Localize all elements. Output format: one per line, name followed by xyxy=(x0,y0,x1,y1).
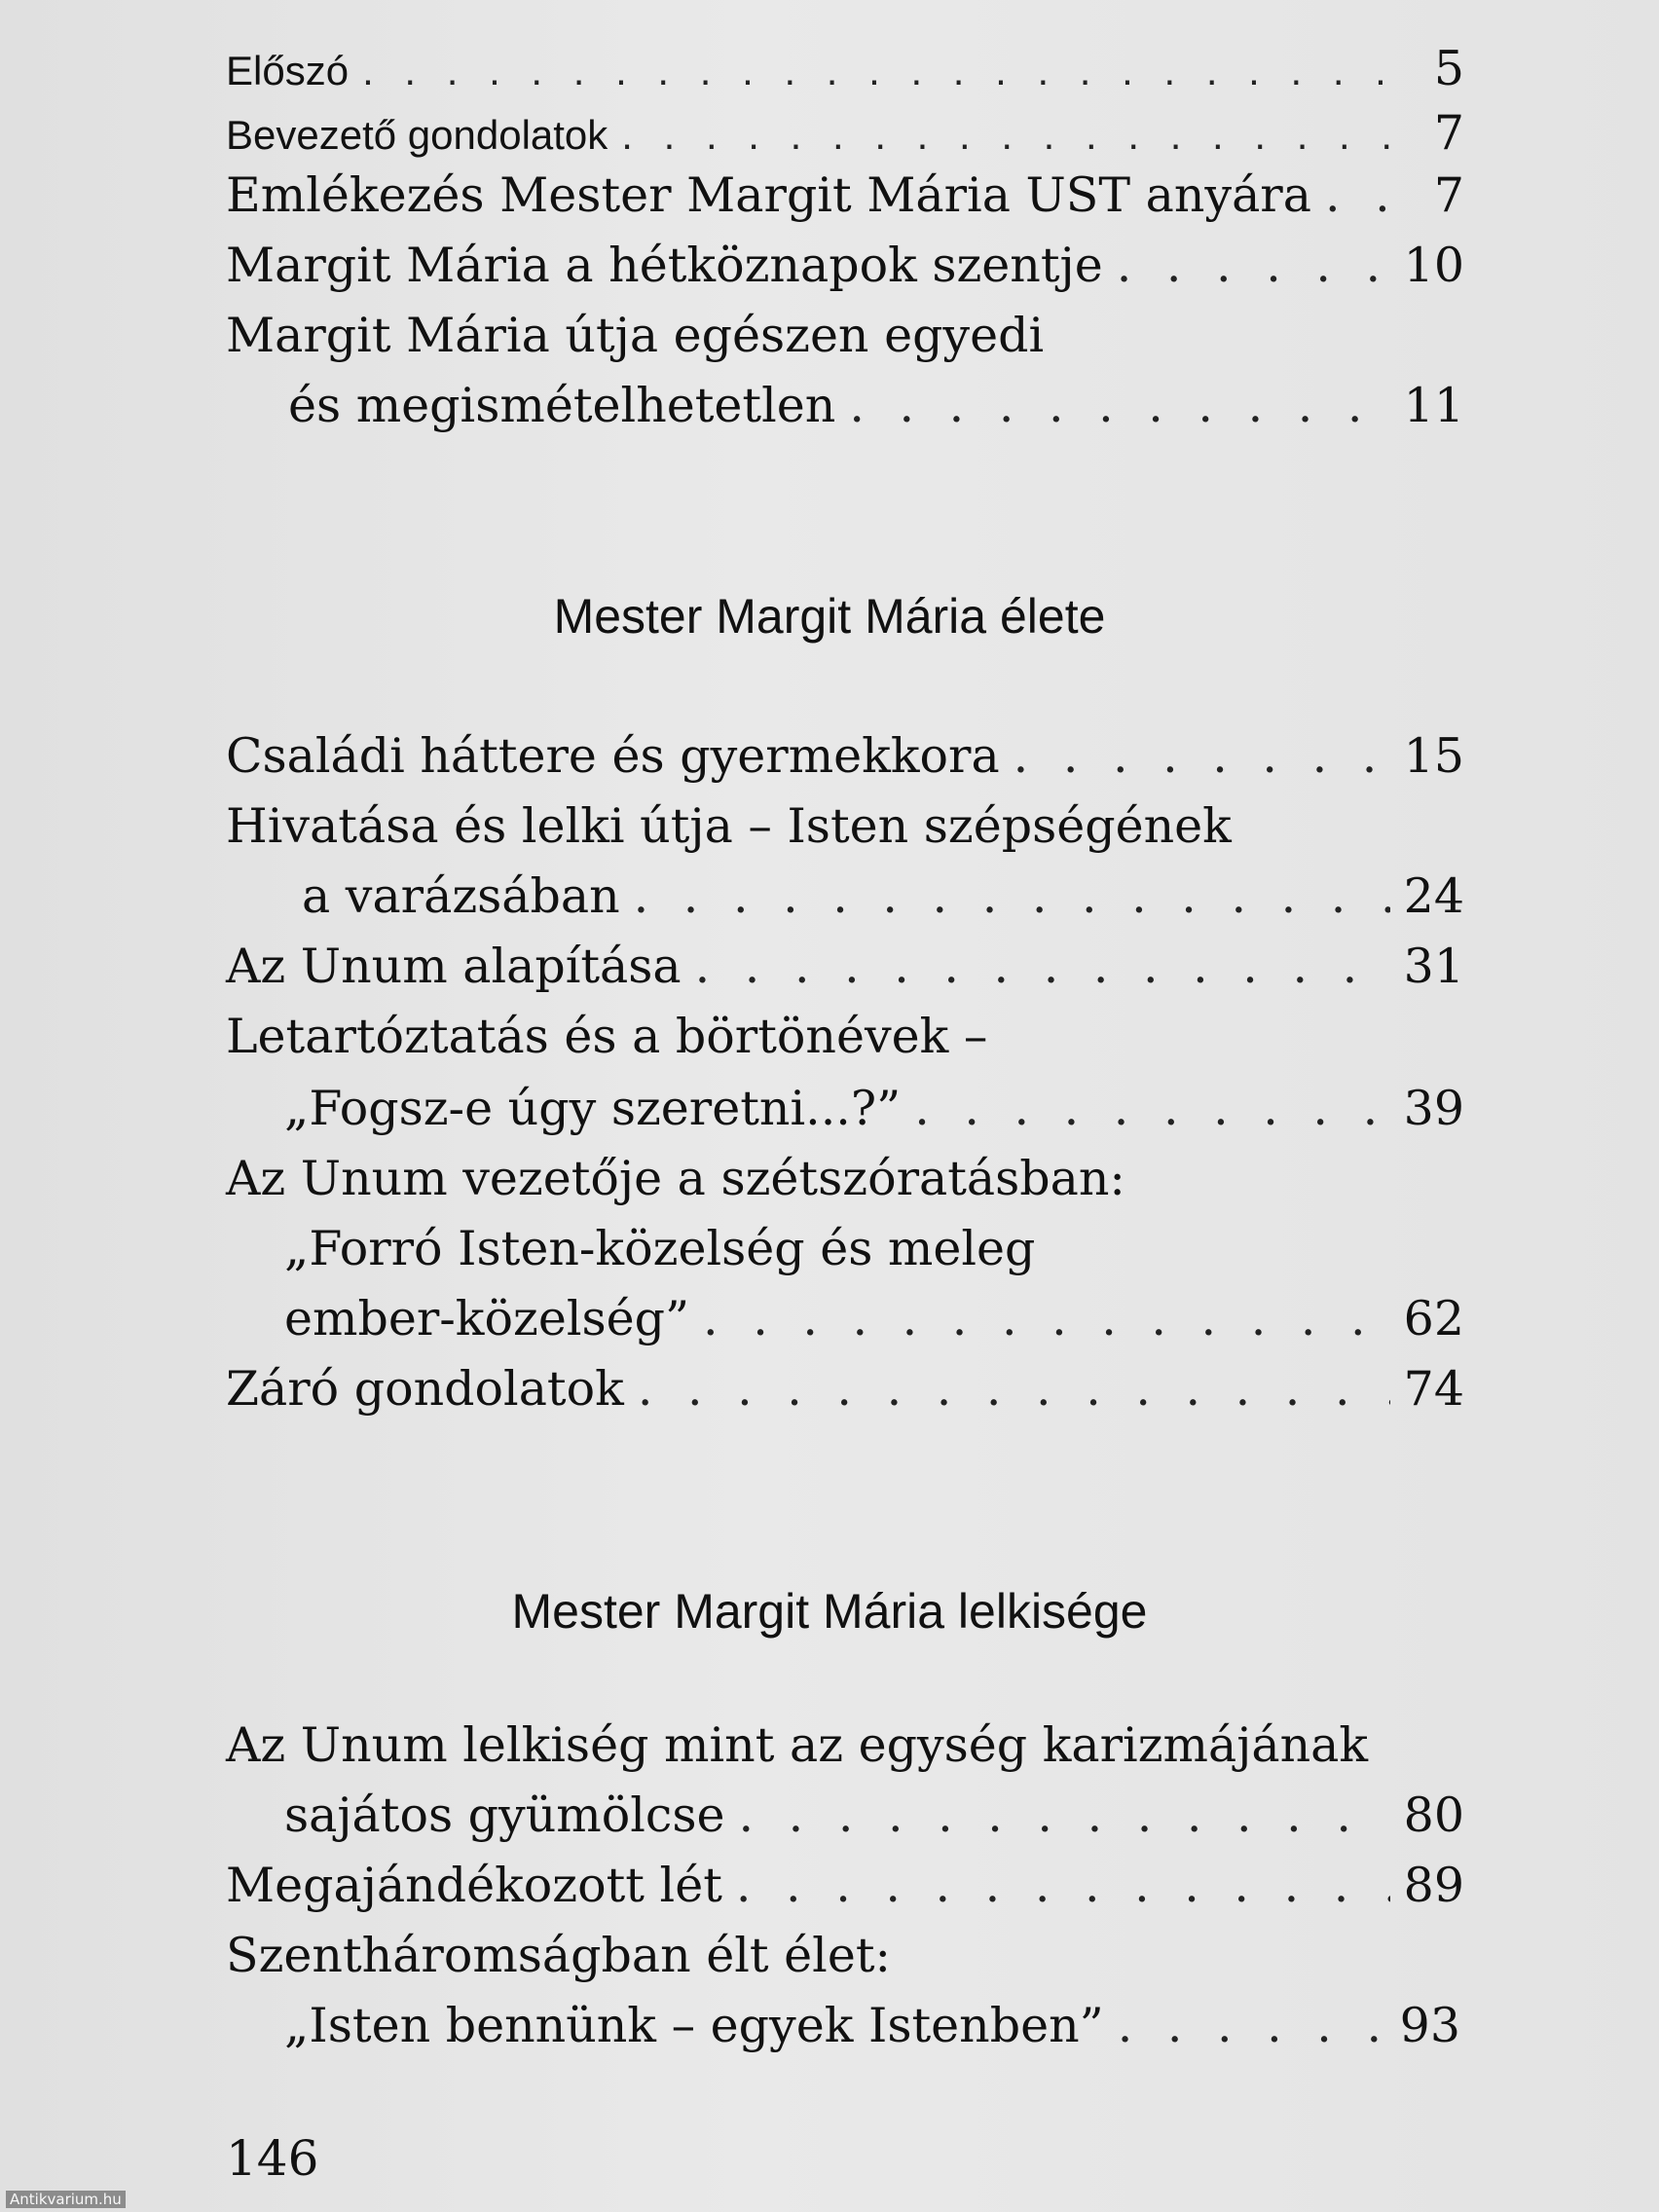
toc-entry-page: 7 xyxy=(1433,167,1464,223)
leader-dots xyxy=(362,48,1392,94)
leader-dots xyxy=(1325,167,1392,223)
toc-entry-page: 93 xyxy=(1399,1998,1460,2053)
toc-entry-line2[interactable] xyxy=(284,1081,1464,1136)
section-heading: Mester Margit Mária lelkisége xyxy=(511,1584,1148,1639)
toc-entry-title: Megajándékozott lét xyxy=(226,1858,722,1913)
toc-entry-page: 15 xyxy=(1403,728,1464,784)
toc-entry-line1[interactable] xyxy=(226,1009,1464,1064)
leader-dots xyxy=(739,1788,1390,1843)
leader-dots xyxy=(849,378,1389,433)
toc-entry-page: 10 xyxy=(1403,238,1464,293)
toc-entry-title: és megismételhetetlen xyxy=(288,378,836,433)
toc-entry-page: 24 xyxy=(1403,868,1464,924)
toc-entry[interactable] xyxy=(226,167,1464,223)
toc-entry-line3[interactable] xyxy=(284,1291,1464,1346)
toc-entry-page: 62 xyxy=(1403,1291,1464,1346)
leader-dots xyxy=(703,1291,1390,1346)
toc-entry-line2[interactable] xyxy=(284,1788,1464,1843)
toc-entry-title: Az Unum lelkiség mint az egység karizmájának xyxy=(226,1717,1369,1773)
toc-entry-title: „Isten bennünk – egyek Istenben” xyxy=(284,1998,1104,2053)
toc-entry-title: ember-közelség” xyxy=(284,1291,690,1346)
section-heading: Mester Margit Mária élete xyxy=(553,589,1106,644)
toc-entry-page: 11 xyxy=(1403,378,1464,433)
leader-dots xyxy=(621,112,1392,159)
toc-entry-title: Szentháromságban élt élet: xyxy=(226,1928,892,1983)
leader-dots xyxy=(638,1361,1390,1417)
toc-entry-page: 5 xyxy=(1433,41,1464,96)
toc-entry-page: 80 xyxy=(1403,1788,1464,1843)
toc-entry-title: Az Unum alapítása xyxy=(226,939,682,994)
toc-entry[interactable] xyxy=(226,1361,1464,1417)
leader-dots xyxy=(1014,728,1390,784)
toc-entry-page: 89 xyxy=(1403,1858,1464,1913)
toc-entry[interactable] xyxy=(226,41,1464,96)
toc-entry-page: 7 xyxy=(1433,105,1464,161)
toc-entry-title: Az Unum vezetője a szétszóratásban: xyxy=(226,1151,1125,1206)
toc-entry-line2 xyxy=(284,1221,1464,1276)
toc-entry-line2[interactable] xyxy=(288,378,1464,433)
leader-dots xyxy=(695,939,1390,994)
toc-entry-line1[interactable] xyxy=(226,1717,1464,1773)
toc-entry-title: „Fogsz-e úgy szeretni...?” xyxy=(284,1081,902,1136)
leader-dots xyxy=(1118,1998,1386,2053)
toc-entry-title: Bevezető gondolatok xyxy=(226,112,608,158)
toc-entry[interactable] xyxy=(226,939,1464,994)
toc-entry-title: Hivatása és lelki útja – Isten szépségének xyxy=(226,798,1232,854)
toc-entry-title: Családi háttere és gyermekkora xyxy=(226,728,1000,784)
toc-entry-line1[interactable] xyxy=(226,308,1464,363)
toc-entry[interactable] xyxy=(226,728,1464,784)
toc-entry-page: 74 xyxy=(1403,1361,1464,1417)
leader-dots xyxy=(736,1858,1390,1913)
toc-entry-page: 31 xyxy=(1403,939,1464,994)
toc-entry-title: Záró gondolatok xyxy=(226,1361,624,1417)
toc-entry-line2[interactable] xyxy=(284,1998,1460,2053)
page-number: 146 xyxy=(226,2130,319,2187)
toc-entry[interactable] xyxy=(226,1858,1464,1913)
leader-dots xyxy=(1117,238,1390,293)
leader-dots xyxy=(914,1081,1389,1136)
toc-entry-line1[interactable] xyxy=(226,798,1464,854)
toc-entry-line2[interactable] xyxy=(302,868,1464,924)
toc-entry-line1[interactable] xyxy=(226,1151,1464,1206)
toc-entry-page: 39 xyxy=(1403,1081,1464,1136)
toc-entry-title: sajátos gyümölcse xyxy=(284,1788,725,1843)
toc-entry[interactable] xyxy=(226,105,1464,161)
toc-entry-title: Margit Mária a hétköznapok szentje xyxy=(226,238,1103,293)
leader-dots xyxy=(634,868,1390,924)
toc-entry-title: Margit Mária útja egészen egyedi xyxy=(226,308,1045,363)
toc-entry-title: Emlékezés Mester Margit Mária UST anyára xyxy=(226,167,1311,223)
toc-entry-line1[interactable] xyxy=(226,1928,1464,1983)
toc-entry[interactable] xyxy=(226,238,1464,293)
toc-entry-title: Letartóztatás és a börtönévek – xyxy=(226,1009,988,1064)
toc-entry-title: Előszó xyxy=(226,48,350,93)
toc-entry-title: a varázsában xyxy=(302,868,620,924)
watermark: Antikvarium.hu xyxy=(6,2191,126,2208)
toc-entry-title: „Forró Isten-közelség és meleg xyxy=(284,1221,1036,1276)
